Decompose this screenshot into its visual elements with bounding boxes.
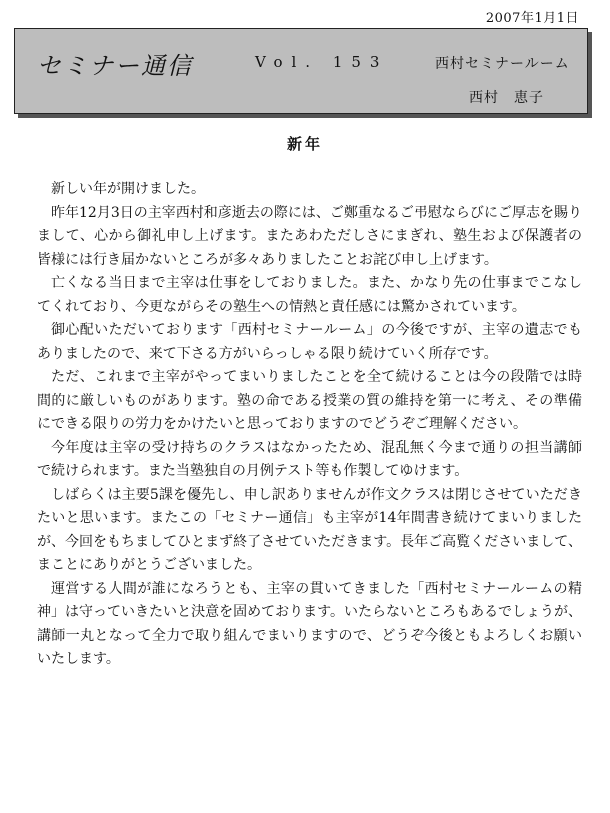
paragraph: ただ、これまで主宰がやってまいりましたことを全て続けることは今の段階では時間的に厳しいものがあります。塾の命である授業の質の維持を第一に考え、その準備にできる限りの労力をかけたいと思っておりますのでどうぞご理解ください。 xyxy=(37,369,582,432)
paragraph: 新しい年が開けました。 xyxy=(51,181,205,197)
paragraph: 運営する人間が誰になろうとも、主宰の貫いてきました「西村セミナールームの精神」は守っていきたいと決意を固めております。いたらないところもあるでしょうが、講師一丸となって全力で取り組んでまいりますので、どうぞ今後ともよろしくお願いいたします。 xyxy=(37,580,582,667)
paragraph: しばらくは主要5課を優先し、申し訳ありませんが作文クラスは閉じさせていただきたいと思います。またこの「セミナー通信」も主宰が14年間書き続けてまいりましたが、今回をもちましてひとまず終了させていただきます。長年ご高覧くださいまして、まことにありがとうございました。 xyxy=(37,486,582,573)
article-heading: 新年 xyxy=(286,135,323,153)
paragraph: 御心配いただいております「西村セミナールーム」の今後ですが、主宰の遺志でもありましたので、来て下さる方がいらっしゃる限り続けていく所存です。 xyxy=(37,322,582,362)
paragraph: 今年度は主宰の受け持ちのクラスはなかったため、混乱無く今まで通りの担当講師で続けられます。また当塾独自の月例テスト等も作製してゆけます。 xyxy=(37,439,582,479)
newsletter-title: セミナー通信 xyxy=(37,52,193,80)
author-name: 西村 恵子 xyxy=(469,90,544,106)
article-body xyxy=(37,178,582,672)
paragraph: 亡くなる当日まで主宰は仕事をしておりました。また、かなり先の仕事までこなしてくれており、今更ながらその塾生への情熱と責任感には驚かされています。 xyxy=(37,275,582,315)
paragraph: 昨年12月3日の主宰西村和彦逝去の際には、ご鄭重なるご弔慰ならびにご厚志を賜りまして、心から御礼申し上げます。またあわただしさにまぎれ、塾生および保護者の皆様には行き届かないところが多々ありましたことお詫び申し上げます。 xyxy=(37,204,582,268)
volume-number: Vol. 153 xyxy=(255,53,389,71)
masthead-box xyxy=(14,28,588,114)
issue-date: 2007年1月1日 xyxy=(485,11,579,26)
organization-name: 西村セミナールーム xyxy=(435,56,570,72)
